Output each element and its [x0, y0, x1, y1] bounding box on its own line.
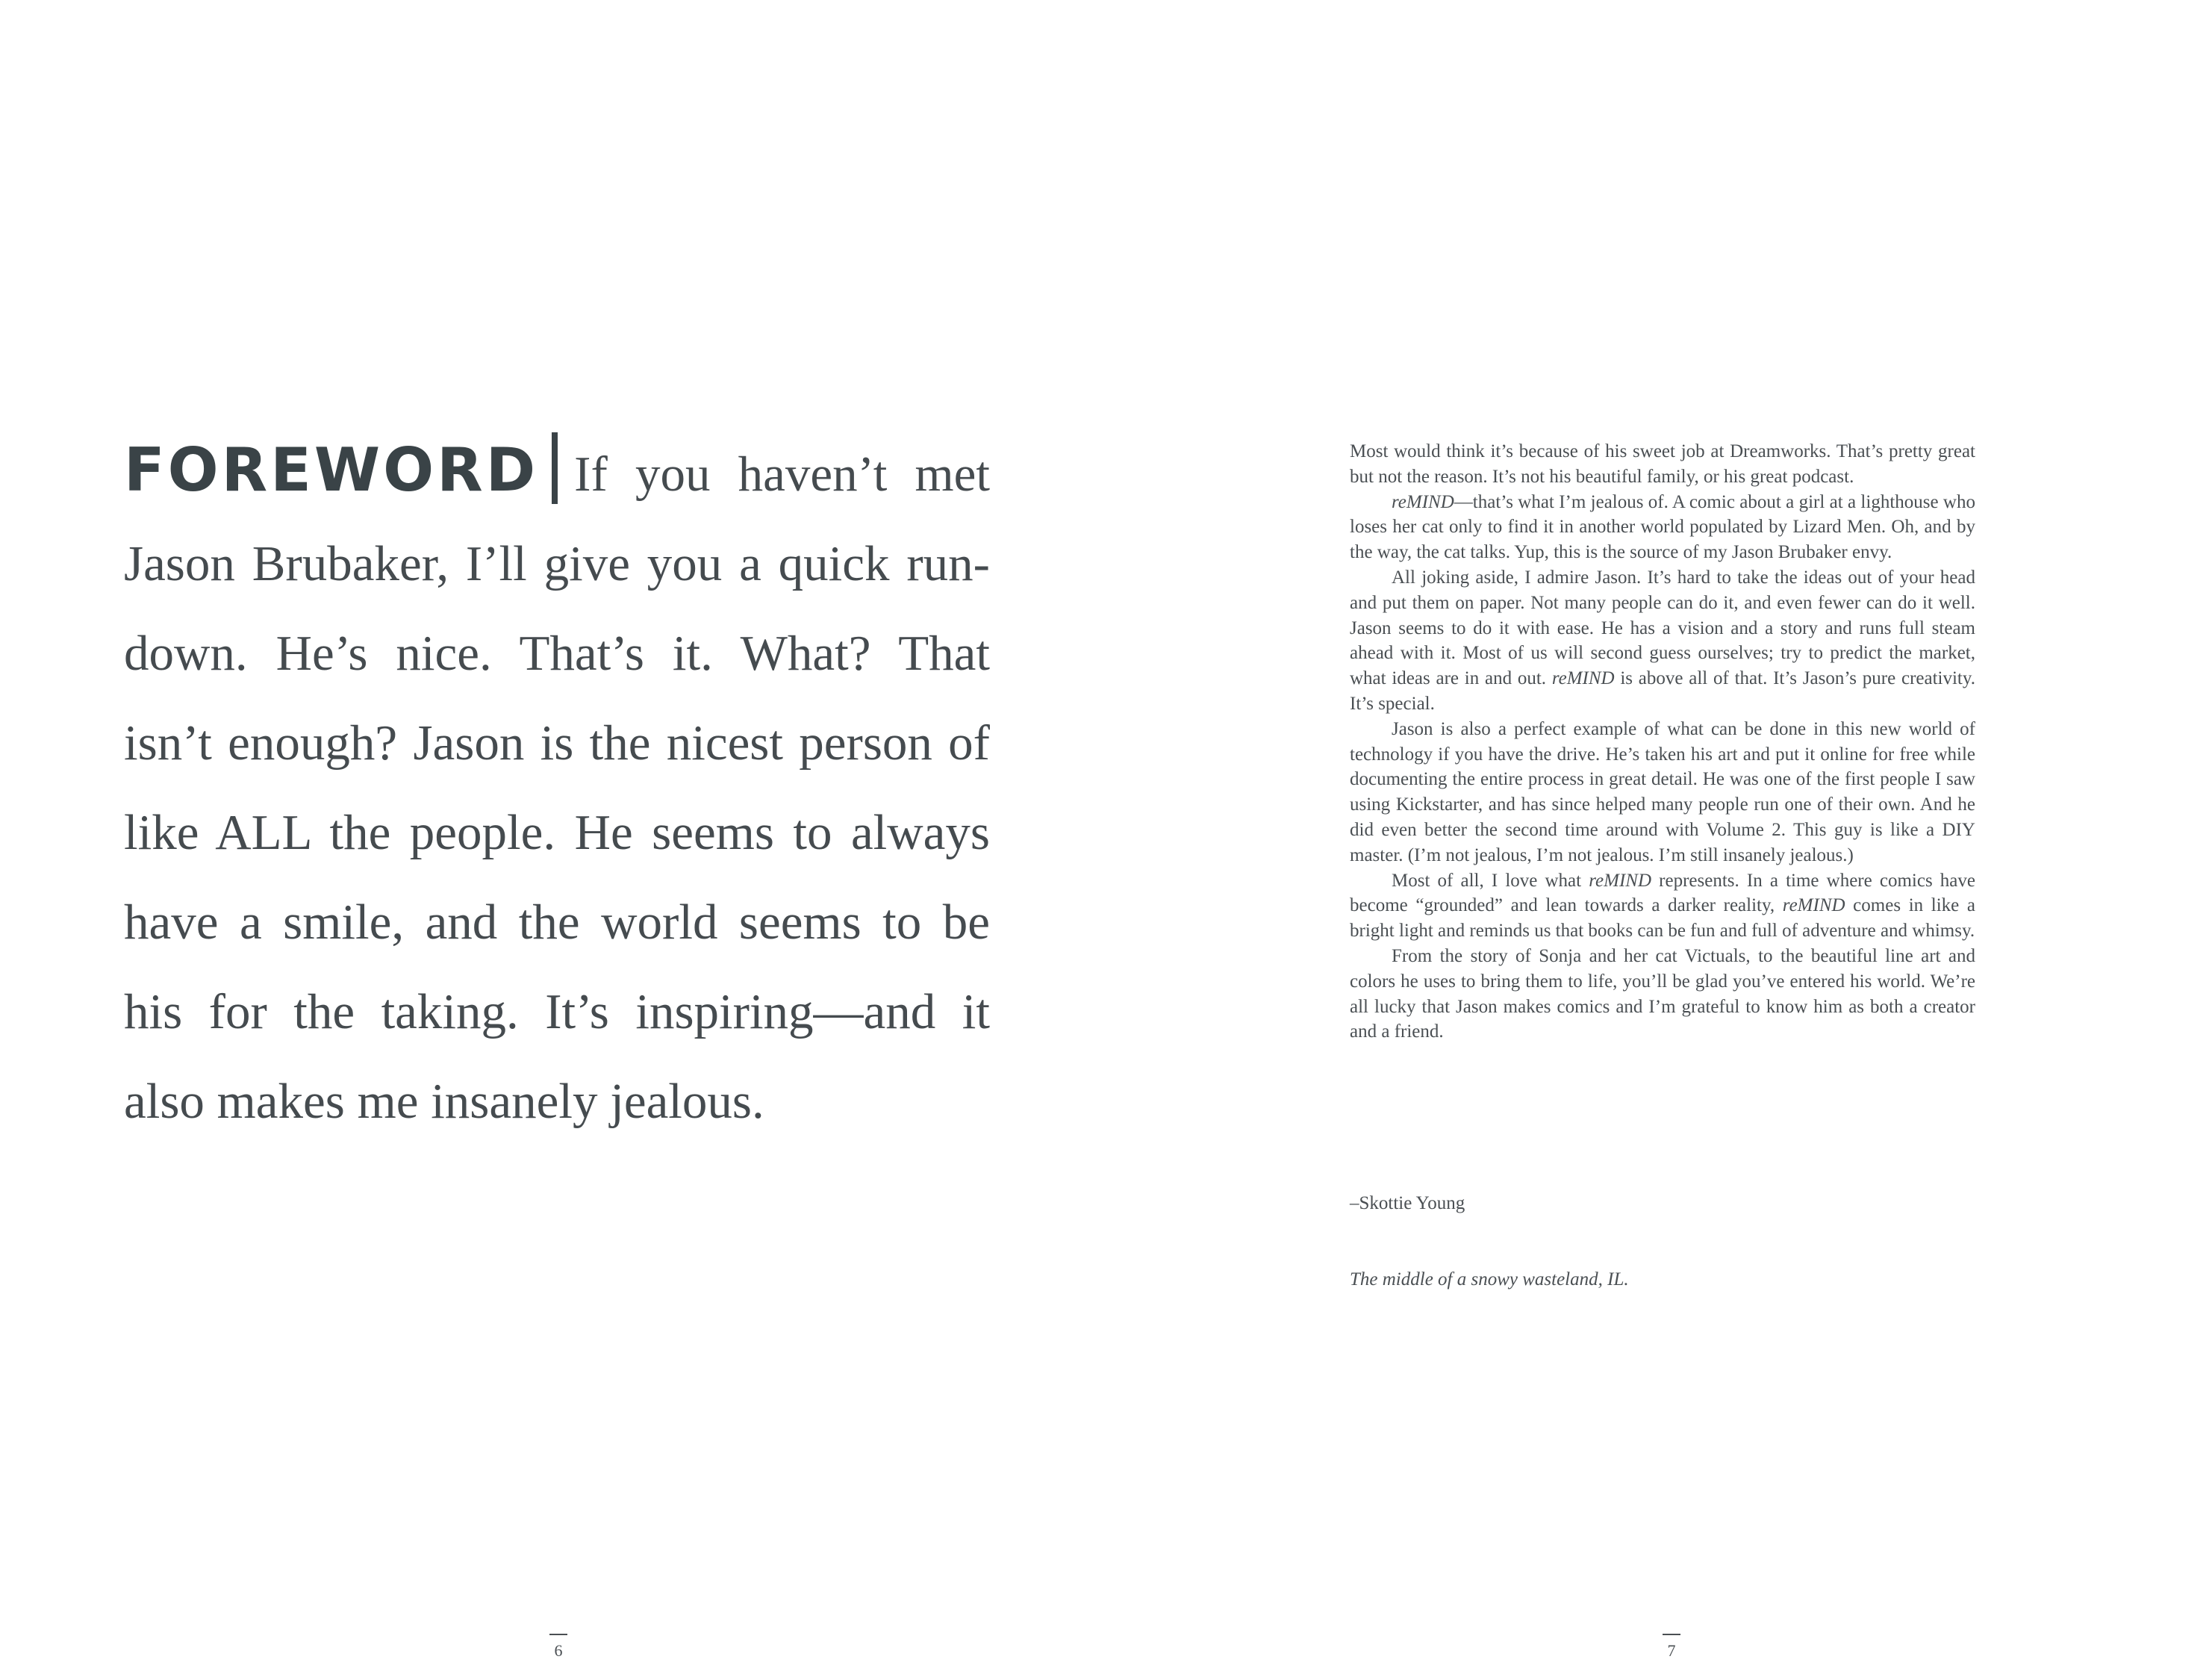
paragraph-2 [1350, 490, 1975, 565]
paragraph-1: Most would think it’s because of his sweet job at Dreamworks. That’s pretty great but not the reason. It’s not his beautiful family, or his great podcast. [1350, 441, 1975, 487]
page-number: 6 [554, 1641, 563, 1660]
paragraph-5-text-a: Most of all, I love what [1392, 870, 1589, 891]
paragraph-2-text: —that’s what I’m jealous of. A comic about a girl at a lighthouse who loses her cat only to find it in another world populated by Lizard Men. Oh, and by the way, the cat talks. Yup, this is the source of my Jason Brubaker envy. [1350, 491, 1975, 563]
paragraph-6: From the story of Sonja and her cat Victuals, to the beautiful line art and colors he uses to bring them to life, you’ll be glad you’ve entered his world. We’re all lucky that Jason makes comics and I’m grateful to know him as both a creator and a friend. [1350, 945, 1975, 1042]
right-page [1106, 0, 2212, 1680]
signature: –Skottie Young [1350, 1193, 1465, 1213]
title-remind: reMIND [1551, 668, 1615, 689]
paragraph-5-text-c: comes in like a bright light and reminds us that books can be fun and full of adventure and whimsy. [1350, 895, 1975, 942]
paragraph-3-text-b: is above all of that. It’s Jason’s pure creativity. It’s special. [1350, 668, 1976, 714]
page-folio-right [1657, 1634, 1686, 1661]
paragraph-5 [1350, 868, 1975, 944]
paragraph-5-text-b: represents. In a time where comics have become “grounded” and lean towards a darker reality, [1350, 870, 1975, 916]
paragraph-3-text-a: All joking aside, I admire Jason. It’s hard to take the ideas out of your head and put them on paper. Not many people can do it, and even fewer can do it well. Jason seems to do it with ease. He has a vision and a story and runs full steam ahead with it. Most of us will second guess ourselves; try to predict the market, what ideas are in and out. [1350, 567, 1975, 689]
foreword-body [1350, 439, 1975, 1045]
foreword-intro [124, 426, 990, 1146]
intro-text: If you haven’t met Jason Brubaker, I’ll give you a quick run-down. He’s nice. That’s it. What? That isn’t enough? Jason is the nicest person of like ALL the people. He seems to always have a smile, and the world seems to be his for the taking. It’s inspiring—and it also makes me insanely jealous. [124, 447, 990, 1129]
paragraph-4: Jason is also a perfect example of what can be done in this new world of technology if you have the drive. He’s taken his art and put it online for free while documenting the entire process in great detail. He was one of the first people I saw using Kickstarter, and has since helped many people run one of their own. And he did even better the second time around with Volume 2. This guy is like a DIY master. (I’m not jealous, I’m not jealous. I’m still insanely jealous.) [1350, 718, 1975, 865]
folio-rule [1663, 1634, 1680, 1635]
heading-divider [552, 432, 558, 504]
title-remind: reMIND [1782, 895, 1845, 916]
location-line: The middle of a snowy wasteland, IL. [1350, 1269, 1629, 1289]
folio-rule [549, 1634, 567, 1635]
paragraph-3 [1350, 565, 1975, 717]
title-remind: reMIND [1392, 491, 1454, 512]
title-remind: reMIND [1589, 870, 1652, 891]
page-folio-left [543, 1634, 573, 1661]
page-number: 7 [1667, 1641, 1676, 1660]
foreword-heading: FOREWORD [124, 435, 539, 505]
